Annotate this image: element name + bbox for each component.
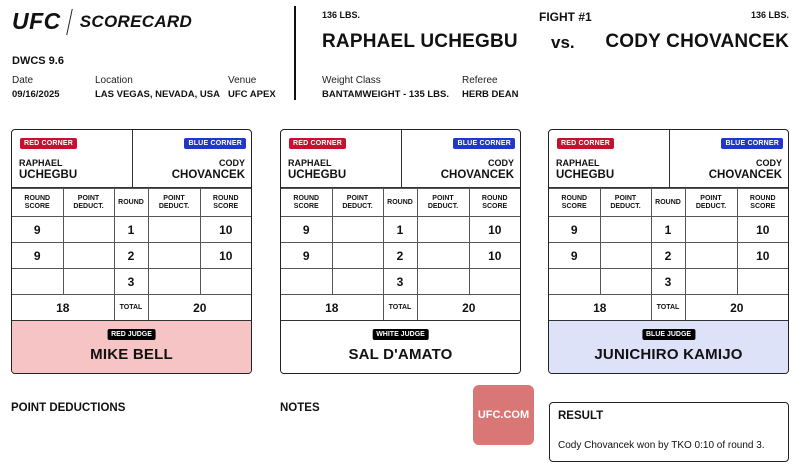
blue-point-deduct (148, 269, 200, 295)
blue-round-score: 10 (469, 217, 520, 243)
round-number: 2 (383, 243, 417, 269)
corner-divider (132, 130, 133, 188)
round-row (12, 269, 251, 295)
total-row (12, 295, 251, 321)
round-number: 3 (383, 269, 417, 295)
date-label: Date (12, 75, 34, 86)
blue-point-deduct (148, 217, 200, 243)
location-label: Location (95, 75, 133, 86)
weight-class-label: Weight Class (322, 75, 381, 86)
corner-divider (669, 130, 670, 188)
score-table (12, 188, 251, 321)
venue-value: UFC APEX (228, 89, 276, 100)
blue-first-name: CODY (755, 158, 782, 168)
red-point-deduct-header: POINT DEDUCT. (63, 189, 114, 217)
round-row (281, 269, 520, 295)
red-corner-fighter (19, 157, 77, 181)
logo-divider (66, 9, 73, 35)
red-corner-fighter (556, 157, 614, 181)
ufc-logo: UFC (12, 8, 61, 34)
blue-round-score: 10 (200, 217, 251, 243)
vs-label: vs. (551, 33, 575, 52)
scorecard-red-judge (11, 129, 252, 374)
corner-row (549, 130, 788, 188)
blue-corner-badge: BLUE CORNER (721, 138, 783, 149)
result-text: Cody Chovancek won by TKO 0:10 of round 3. (558, 440, 765, 451)
judge-section (12, 320, 251, 373)
blue-last-name: CHOVANCEK (708, 169, 782, 181)
location-value: LAS VEGAS, NEVADA, USA (95, 89, 220, 100)
fight-number: FIGHT #1 (539, 10, 592, 24)
red-last-name: UCHEGBU (556, 169, 615, 181)
blue-last-name: CHOVANCEK (440, 169, 514, 181)
red-point-deduct (600, 269, 651, 295)
score-table (281, 188, 520, 321)
red-total: 18 (12, 295, 114, 321)
blue-round-score: 10 (469, 243, 520, 269)
score-table (549, 188, 788, 321)
header-divider (294, 6, 296, 100)
blue-round-score (737, 269, 788, 295)
total-row (549, 295, 788, 321)
red-point-deduct (600, 243, 651, 269)
result-title: RESULT (558, 410, 604, 422)
blue-point-deduct-header: POINT DEDUCT. (148, 189, 200, 217)
round-number: 1 (651, 217, 685, 243)
round-number: 1 (383, 217, 417, 243)
red-round-score (549, 269, 600, 295)
score-header-row (12, 189, 251, 217)
red-round-score: 9 (281, 243, 332, 269)
red-point-deduct (332, 269, 383, 295)
blue-first-name: CODY (218, 158, 245, 168)
red-round-score: 9 (12, 217, 63, 243)
red-corner-badge: RED CORNER (557, 138, 614, 149)
red-last-name: UCHEGBU (288, 169, 347, 181)
judge-name: JUNICHIRO KAMIJO (594, 346, 743, 363)
blue-point-deduct (148, 243, 200, 269)
blue-corner-fighter (172, 157, 245, 181)
red-corner-badge: RED CORNER (289, 138, 346, 149)
point-deductions-title: POINT DEDUCTIONS (11, 402, 126, 414)
red-total: 18 (281, 295, 383, 321)
red-round-score-header: ROUND SCORE (549, 189, 600, 217)
blue-point-deduct (417, 217, 469, 243)
blue-weight: 136 LBS. (750, 10, 789, 20)
red-first-name: RAPHAEL (556, 158, 600, 168)
red-round-score: 9 (12, 243, 63, 269)
round-row (549, 269, 788, 295)
blue-total: 20 (148, 295, 251, 321)
round-row (12, 243, 251, 269)
round-row (549, 243, 788, 269)
round-header: ROUND (114, 189, 148, 217)
red-first-name: RAPHAEL (19, 158, 63, 168)
red-round-score: 9 (549, 217, 600, 243)
corner-row (281, 130, 520, 188)
venue-label: Venue (228, 75, 257, 86)
round-number: 2 (114, 243, 148, 269)
weight-class-value: BANTAMWEIGHT - 135 LBS. (322, 89, 450, 100)
total-label: TOTAL (651, 295, 685, 321)
red-point-deduct (63, 243, 114, 269)
ufc-scorecard-logo (12, 8, 192, 35)
total-label: TOTAL (383, 295, 417, 321)
blue-corner-badge: BLUE CORNER (453, 138, 515, 149)
total-label: TOTAL (114, 295, 148, 321)
total-row (281, 295, 520, 321)
round-row (12, 217, 251, 243)
red-point-deduct-header: POINT DEDUCT. (600, 189, 651, 217)
judge-name: SAL D'AMATO (348, 346, 453, 363)
red-round-score-header: ROUND SCORE (12, 189, 63, 217)
blue-point-deduct (417, 243, 469, 269)
red-point-deduct (600, 217, 651, 243)
ufc-com-badge: UFC.COM (473, 385, 534, 445)
blue-point-deduct-header: POINT DEDUCT. (685, 189, 737, 217)
referee-value: HERB DEAN (462, 89, 519, 100)
round-header: ROUND (651, 189, 685, 217)
red-round-score (12, 269, 63, 295)
red-fighter-name: RAPHAEL UCHEGBU (322, 31, 518, 52)
red-round-score: 9 (281, 217, 332, 243)
blue-corner-fighter (709, 157, 782, 181)
blue-round-score-header: ROUND SCORE (469, 189, 520, 217)
blue-round-score (200, 269, 251, 295)
blue-point-deduct-header: POINT DEDUCT. (417, 189, 469, 217)
red-corner-fighter (288, 157, 346, 181)
notes-title: NOTES (280, 402, 320, 414)
blue-round-score-header: ROUND SCORE (737, 189, 788, 217)
judge-name: MIKE BELL (90, 346, 173, 363)
blue-round-score: 10 (200, 243, 251, 269)
blue-round-score: 10 (737, 243, 788, 269)
round-number: 1 (114, 217, 148, 243)
red-round-score (281, 269, 332, 295)
round-number: 2 (651, 243, 685, 269)
red-first-name: RAPHAEL (288, 158, 332, 168)
referee-label: Referee (462, 75, 498, 86)
event-name: DWCS 9.6 (12, 55, 64, 67)
blue-last-name: CHOVANCEK (171, 169, 245, 181)
blue-point-deduct (685, 217, 737, 243)
corner-row (12, 130, 251, 188)
red-point-deduct-header: POINT DEDUCT. (332, 189, 383, 217)
red-point-deduct (63, 269, 114, 295)
red-weight: 136 LBS. (322, 10, 361, 20)
scorecard-white-judge (280, 129, 521, 374)
red-round-score: 9 (549, 243, 600, 269)
scorecard-blue-judge (548, 129, 789, 374)
red-corner-badge: RED CORNER (20, 138, 77, 149)
judge-badge: WHITE JUDGE (372, 329, 429, 340)
red-total: 18 (549, 295, 651, 321)
judge-section (281, 320, 520, 373)
blue-total: 20 (417, 295, 520, 321)
judge-badge: RED JUDGE (107, 329, 156, 340)
red-point-deduct (332, 243, 383, 269)
scorecard-title: SCORECARD (79, 11, 193, 31)
round-header: ROUND (383, 189, 417, 217)
red-point-deduct (63, 217, 114, 243)
score-header-row (549, 189, 788, 217)
blue-first-name: CODY (487, 158, 514, 168)
blue-corner-fighter (441, 157, 514, 181)
judge-section (549, 320, 788, 373)
blue-point-deduct (685, 243, 737, 269)
round-number: 3 (651, 269, 685, 295)
blue-point-deduct (417, 269, 469, 295)
judge-badge: BLUE JUDGE (642, 329, 695, 340)
red-round-score-header: ROUND SCORE (281, 189, 332, 217)
blue-round-score (469, 269, 520, 295)
red-last-name: UCHEGBU (19, 169, 78, 181)
blue-total: 20 (685, 295, 788, 321)
result-box (549, 402, 789, 462)
round-row (281, 217, 520, 243)
blue-round-score-header: ROUND SCORE (200, 189, 251, 217)
round-row (281, 243, 520, 269)
red-point-deduct (332, 217, 383, 243)
score-header-row (281, 189, 520, 217)
blue-fighter-name: CODY CHOVANCEK (605, 31, 789, 52)
blue-corner-badge: BLUE CORNER (184, 138, 246, 149)
blue-round-score: 10 (737, 217, 788, 243)
blue-point-deduct (685, 269, 737, 295)
round-row (549, 217, 788, 243)
corner-divider (401, 130, 402, 188)
round-number: 3 (114, 269, 148, 295)
date-value: 09/16/2025 (12, 89, 60, 100)
